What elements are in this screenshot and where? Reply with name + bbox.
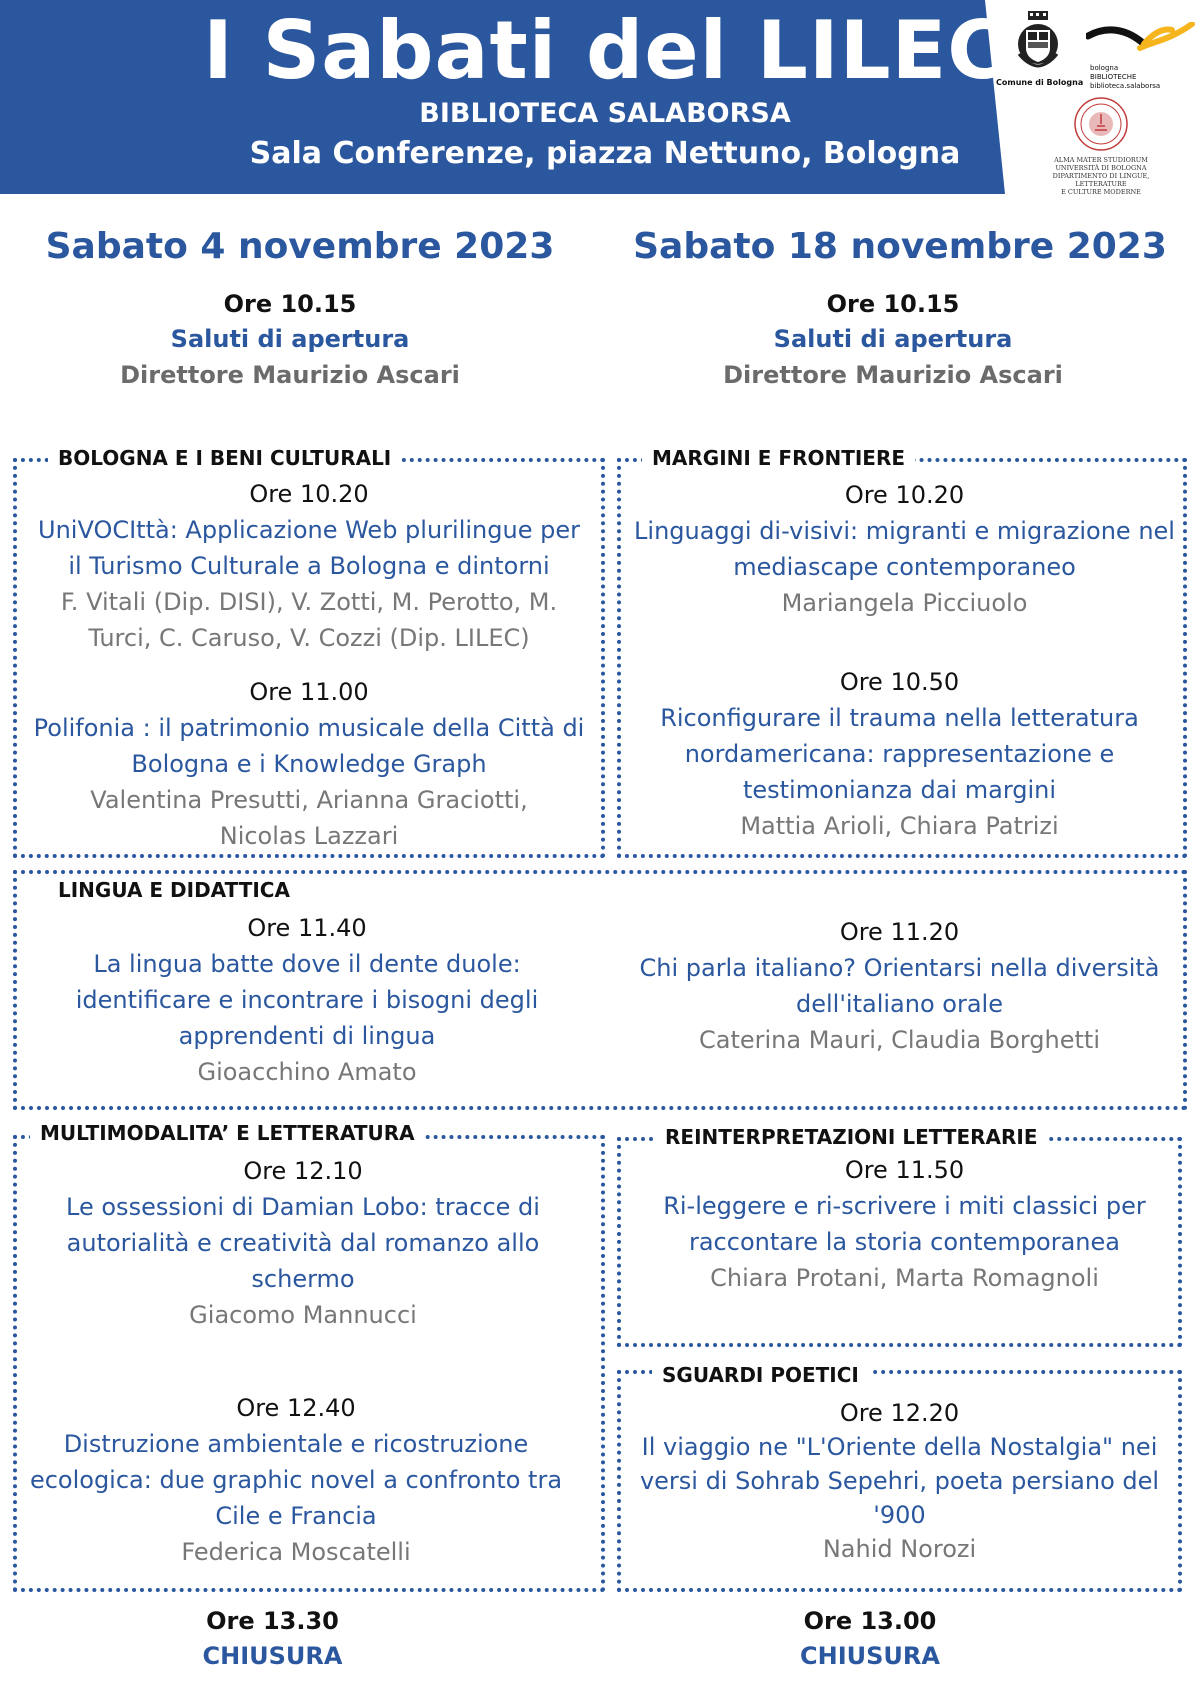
day2-closing — [600, 1604, 1140, 1674]
talk-authors: Chiara Protani, Marta Romagnoli — [710, 1264, 1099, 1292]
talk-title: autorialità e creatività dal romanzo allo — [66, 1229, 540, 1257]
talk-linguaggi-divisivi — [622, 477, 1187, 621]
talk-title: versi di Sohrab Sepehri, poeta persiano del — [639, 1467, 1160, 1495]
talk-authors: Valentina Presutti, Arianna Graciotti, — [90, 786, 528, 814]
section-label-reinterpretazioni: REINTERPRETAZIONI LETTERARIE — [655, 1124, 1048, 1150]
talk-time: Ore 11.40 — [247, 914, 367, 942]
talk-title: '900 — [873, 1501, 926, 1529]
day1-closing-time: Ore 13.30 — [206, 1607, 339, 1635]
talk-title: Bologna e i Knowledge Graph — [131, 750, 487, 778]
talk-title: UniVOCIttà: Applicazione Web plurilingue per — [38, 516, 580, 544]
section-label-bologna: BOLOGNA E I BENI CULTURALI — [48, 445, 401, 471]
page-title: I Sabati del LILEC — [203, 4, 1007, 97]
section-label-sguardi: SGUARDI POETICI — [652, 1362, 869, 1388]
day2-closing-time: Ore 13.00 — [803, 1607, 937, 1635]
talk-time: Ore 12.40 — [236, 1394, 356, 1422]
talk-title: raccontare la storia contemporanea — [688, 1228, 1120, 1256]
talk-authors: Caterina Mauri, Claudia Borghetti — [698, 1026, 1100, 1054]
talk-authors: Giacomo Mannucci — [189, 1301, 417, 1329]
biblio-label-3: biblioteca.salaborsa — [1090, 82, 1161, 90]
talk-time: Ore 10.20 — [249, 480, 369, 508]
day2-closing-label: CHIUSURA — [800, 1642, 940, 1670]
talk-title: ecologica: due graphic novel a confronto tra — [29, 1466, 563, 1494]
talk-riconfigurare-trauma — [622, 664, 1177, 844]
talk-time: Ore 10.50 — [839, 668, 960, 696]
talk-title: mediascape contemporaneo — [733, 553, 1076, 581]
day1-title: Sabato 4 novembre 2023 — [45, 226, 555, 267]
talk-title: identificare e incontrare i bisogni degli — [75, 986, 539, 1014]
talk-damian-lobo — [18, 1153, 588, 1333]
talk-title: apprendenti di lingua — [178, 1022, 436, 1050]
coat-of-arms-icon — [1015, 10, 1061, 72]
open-book-icon — [1086, 22, 1198, 60]
day1-opening — [0, 287, 580, 394]
talk-title: La lingua batte dove il dente duole: — [93, 950, 521, 978]
section-label-lingua: LINGUA E DIDATTICA — [48, 877, 300, 903]
venue-address: Sala Conferenze, piazza Nettuno, Bologna — [249, 136, 961, 171]
section-label-margini: MARGINI E FRONTIERE — [642, 445, 915, 471]
unibo-label-2: UNIVERSITÀ DI BOLOGNA — [1055, 164, 1147, 172]
unibo-logo — [1030, 96, 1172, 196]
talk-title: testimonianza dai margini — [742, 776, 1057, 804]
venue-name: BIBLIOTECA SALABORSA — [419, 98, 791, 129]
talk-title: Cile e Francia — [215, 1502, 377, 1530]
talk-authors: Federica Moscatelli — [181, 1538, 411, 1566]
day1-opening-speaker: Direttore Maurizio Ascari — [120, 361, 460, 389]
talk-title: Le ossessioni di Damian Lobo: tracce di — [66, 1193, 540, 1221]
day2-opening-speaker: Direttore Maurizio Ascari — [723, 361, 1063, 389]
talk-authors: Turci, C. Caruso, V. Cozzi (Dip. LILEC) — [88, 624, 530, 652]
section-label-multimodalita: MULTIMODALITA’ E LETTERATURA — [30, 1120, 425, 1146]
talk-time: Ore 11.00 — [249, 678, 369, 706]
talk-authors: Mattia Arioli, Chiara Patrizi — [740, 812, 1059, 840]
unibo-label-3: DIPARTIMENTO DI LINGUE, LETTERATURE — [1052, 172, 1150, 188]
talk-rileggere-miti — [622, 1152, 1187, 1296]
talk-title: Riconfigurare il trauma nella letteratura — [660, 704, 1139, 732]
day2-opening-time: Ore 10.15 — [826, 290, 960, 318]
unibo-label-1: ALMA MATER STUDIORUM — [1054, 156, 1148, 164]
day1-closing — [0, 1604, 545, 1674]
talk-time: Ore 12.10 — [243, 1157, 363, 1185]
biblio-label-1: bologna — [1090, 64, 1119, 72]
comune-label: Comune di Bologna — [996, 78, 1084, 87]
talk-authors: Nicolas Lazzari — [219, 822, 399, 850]
day1-closing-label: CHIUSURA — [202, 1642, 343, 1670]
talk-title: Distruzione ambientale e ricostruzione — [63, 1430, 529, 1458]
talk-title: dell'italiano orale — [796, 990, 1003, 1018]
talk-title: Il viaggio ne "L'Oriente della Nostalgia" nei — [641, 1433, 1158, 1461]
comune-di-bologna-logo — [996, 10, 1084, 87]
talk-title: Ri-leggere e ri-scrivere i miti classici per — [663, 1192, 1146, 1220]
biblio-label-2: BIBLIOTECHE — [1090, 73, 1137, 81]
talk-chi-parla-italiano — [622, 914, 1177, 1058]
day1-opening-title: Saluti di apertura — [170, 325, 410, 353]
talk-authors: Gioacchino Amato — [197, 1058, 417, 1086]
talk-time: Ore 11.50 — [844, 1156, 965, 1184]
talk-polifonia — [18, 674, 600, 854]
talk-time: Ore 11.20 — [839, 918, 960, 946]
biblioteche-bologna-logo — [1086, 22, 1198, 91]
day1-opening-time: Ore 10.15 — [223, 290, 357, 318]
day2-opening-title: Saluti di apertura — [773, 325, 1013, 353]
talk-title: il Turismo Culturale a Bologna e dintorni — [68, 552, 550, 580]
talk-authors: Mariangela Picciuolo — [781, 589, 1028, 617]
unibo-label-4: E CULTURE MODERNE — [1061, 188, 1141, 196]
unibo-seal-icon — [1073, 96, 1129, 152]
talk-title: Chi parla italiano? Orientarsi nella diversità — [639, 954, 1160, 982]
day2-title: Sabato 18 novembre 2023 — [633, 226, 1167, 267]
talk-title: nordamericana: rappresentazione e — [684, 740, 1115, 768]
talk-authors: F. Vitali (Dip. DISI), V. Zotti, M. Perotto, M. — [60, 588, 558, 616]
talk-title: Polifonia : il patrimonio musicale della Città di — [33, 714, 585, 742]
talk-univocitta — [18, 476, 600, 656]
talk-title: schermo — [251, 1265, 355, 1293]
talk-distruzione-ambientale — [18, 1390, 574, 1570]
talk-viaggio-oriente — [622, 1396, 1177, 1566]
talk-authors: Nahid Norozi — [822, 1535, 977, 1563]
talk-time: Ore 12.20 — [839, 1399, 960, 1427]
talk-lingua-batte — [18, 910, 596, 1090]
talk-title: Linguaggi di-visivi: migranti e migrazione nel — [634, 517, 1175, 545]
talk-time: Ore 10.20 — [844, 481, 965, 509]
day2-opening — [603, 287, 1183, 394]
